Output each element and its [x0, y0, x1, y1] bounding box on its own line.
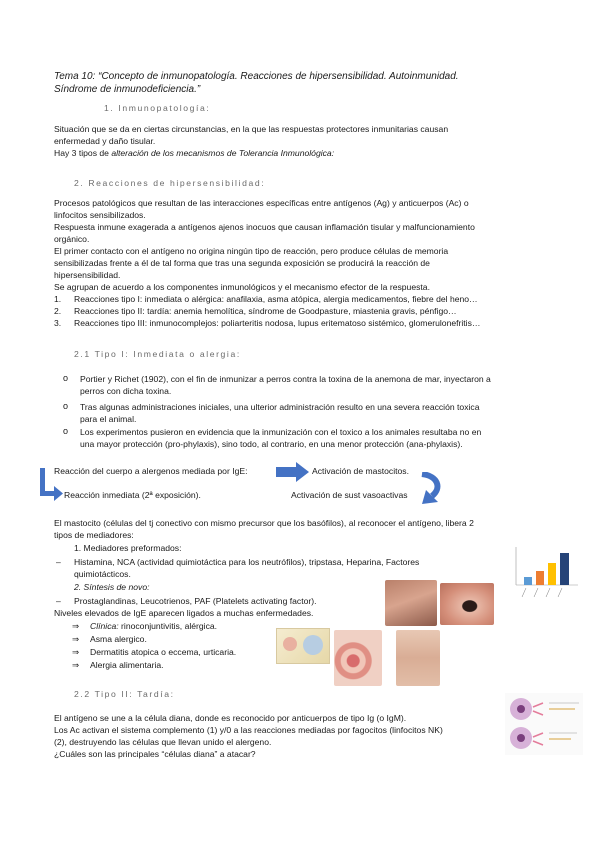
paragraph: Situación que se da en ciertas circunstancias, en la que las respuestas protectores inmunitarias causan: [54, 124, 449, 134]
document-title: [54, 71, 459, 96]
flow-step-1: Reacción del cuerpo a alergenos mediada por IgE:: [54, 466, 248, 476]
section-heading-tipo-2: 2.2 Tipo II: Tardía:: [74, 689, 175, 699]
flow-step-3: Reacción inmediata (2ª exposición).: [64, 490, 201, 500]
arrow-item: Asma alergico.: [90, 634, 147, 644]
bullet-text: para el animal.: [80, 414, 137, 424]
paragraph: Prostaglandinas, Leucotrienos, PAF (Platelets activating factor).: [74, 596, 317, 606]
paragraph: linfocitos sensibilizados.: [54, 210, 146, 220]
photo-skin: [396, 630, 440, 686]
bar-chart-image: [506, 543, 582, 601]
double-arrow-icon: ⇒: [72, 660, 80, 670]
paragraph: Histamina, NCA (actividad quimiotáctica para los neutrófilos), tripstasa, Heparina, Factores: [74, 557, 420, 567]
title-line1: “Concepto de inmunopatología. Reacciones de hipersensibilidad. Autoinmunidad.: [98, 71, 459, 82]
paragraph: enfermedad y daño tisular.: [54, 136, 156, 146]
paragraph: hipersensibilidad.: [54, 270, 121, 280]
list-item-number: 1.: [54, 294, 62, 304]
section-heading-hipersensibilidad: 2. Reacciones de hipersensibilidad:: [74, 178, 266, 188]
circle-bullet-icon: o: [63, 426, 69, 436]
paragraph: sensibilizadas frente a él de tal forma que tras una segunda exposición se producirá la reacción de: [54, 258, 430, 268]
cell-diagram-image: [505, 693, 583, 755]
section-heading-tipo-1: 2.1 Tipo I: Inmediata o alergia:: [74, 349, 241, 359]
section-heading-inmunopatologia: 1. Inmunopatología:: [104, 103, 211, 113]
paragraph: [54, 148, 334, 159]
flow-step-4: Activación de sust vasoactivas: [291, 490, 408, 500]
text: Hay 3 tipos de: [54, 148, 112, 158]
text-italic: Clínica:: [90, 621, 119, 631]
text-italic: alteración de los mecanismos de Tolerancia Inmunológica:: [111, 148, 335, 158]
paragraph: Se agrupan de acuerdo a los componentes inmunológicos y el mecanismo efector de la respuesta.: [54, 282, 430, 292]
paragraph: Niveles elevados de IgE aparecen ligados a muchas enfermedades.: [54, 608, 314, 618]
list-item: Reacciones tipo I: inmediata o alérgica: anafilaxia, asma atópica, alergia medicamentos, fiebre del heno…: [74, 294, 478, 304]
bullet-text: Portier y Richet (1902), con el fin de inmunizar a perros contra la toxina de la anemona de mar, inyectaron a: [80, 374, 491, 384]
illustration-shape: [303, 635, 323, 655]
double-arrow-icon: ⇒: [72, 634, 80, 644]
paragraph: Respuesta inmune exagerada a antígenos ajenos inocuos que causan inflamación tisular y malfuncionamiento: [54, 222, 475, 232]
double-arrow-icon: ⇒: [72, 621, 80, 631]
double-arrow-icon: ⇒: [72, 647, 80, 657]
dash-icon: –: [56, 596, 61, 606]
bent-arrow-icon: [40, 468, 64, 502]
text: rinoconjuntivitis, alérgica.: [118, 621, 218, 631]
subheading: 1. Mediadores preformados:: [74, 543, 182, 553]
title-prefix: Tema 10:: [54, 71, 99, 82]
right-arrow-icon: [276, 462, 310, 482]
illustration-shape: [283, 637, 297, 651]
flow-step-2: Activación de mastocitos.: [312, 466, 409, 476]
paragraph: Procesos patológicos que resultan de las interacciones específicas entre antígenos (Ag) y anticuerpos (Ac) o: [54, 198, 469, 208]
bullet-text: Tras algunas administraciones iniciales, una ulterior administración resulto en una severa reacción toxica: [80, 402, 480, 412]
dash-icon: –: [56, 557, 61, 567]
arrow-item: Dermatitis atopica o eccema, urticaria.: [90, 647, 237, 657]
bullet-text: Los experimentos pusieron en evidencia que la inmunización con el toxico a los animales resultaba no en: [80, 427, 482, 437]
arrow-item: [90, 621, 217, 632]
arrow-item: Alergia alimentaria.: [90, 660, 164, 670]
photo-child-rash: [334, 630, 382, 686]
paragraph: El primer contacto con el antígeno no origina ningún tipo de reacción, pero produce células de memoria: [54, 246, 449, 256]
title-line2: Síndrome de inmunodeficiencia.”: [54, 83, 201, 95]
list-item-number: 3.: [54, 318, 62, 328]
photo-face: [385, 580, 437, 626]
paragraph: El antígeno se une a la célula diana, donde es reconocido por anticuerpos de tipo Ig (o IgM).: [54, 713, 407, 723]
subheading: 2. Síntesis de novo:: [74, 582, 150, 592]
list-item: Reacciones tipo III: inmunocomplejos: poliarteritis nodosa, lupus eritematoso sistémico, glomerulonefritis…: [74, 318, 481, 328]
list-item-number: 2.: [54, 306, 62, 316]
curved-arrow-icon: [404, 472, 444, 508]
bullet-text: perros con dicha toxina.: [80, 386, 172, 396]
bullet-text: una mayor protección (pro-phylaxis), sino todo, al contrario, en una menor protección (ana-phylaxis).: [80, 439, 463, 449]
circle-bullet-icon: o: [63, 373, 69, 383]
paragraph: tipos de mediadores:: [54, 530, 134, 540]
circle-bullet-icon: o: [63, 401, 69, 411]
photo-eye: [440, 583, 494, 625]
paragraph: quimiotácticos.: [74, 569, 131, 579]
paragraph: (2), destruyendo las células que llevan unido el alergeno.: [54, 737, 272, 747]
paragraph: El mastocito (células del tj conectivo con mismo precursor que los basófilos), al reconocer el antígeno, libera 2: [54, 518, 474, 528]
illustration-diagram: [276, 628, 330, 664]
paragraph: orgánico.: [54, 234, 90, 244]
list-item: Reacciones tipo II: tardía: anemia hemolítica, síndrome de Goodpasture, miastenia gravis, pénfigo…: [74, 306, 457, 316]
paragraph: ¿Cuáles son las principales “células diana” a atacar?: [54, 749, 256, 759]
paragraph: Los Ac activan el sistema complemento (1) y/0 a las reacciones mediadas por fagocitos (linfocitos NK): [54, 725, 443, 735]
